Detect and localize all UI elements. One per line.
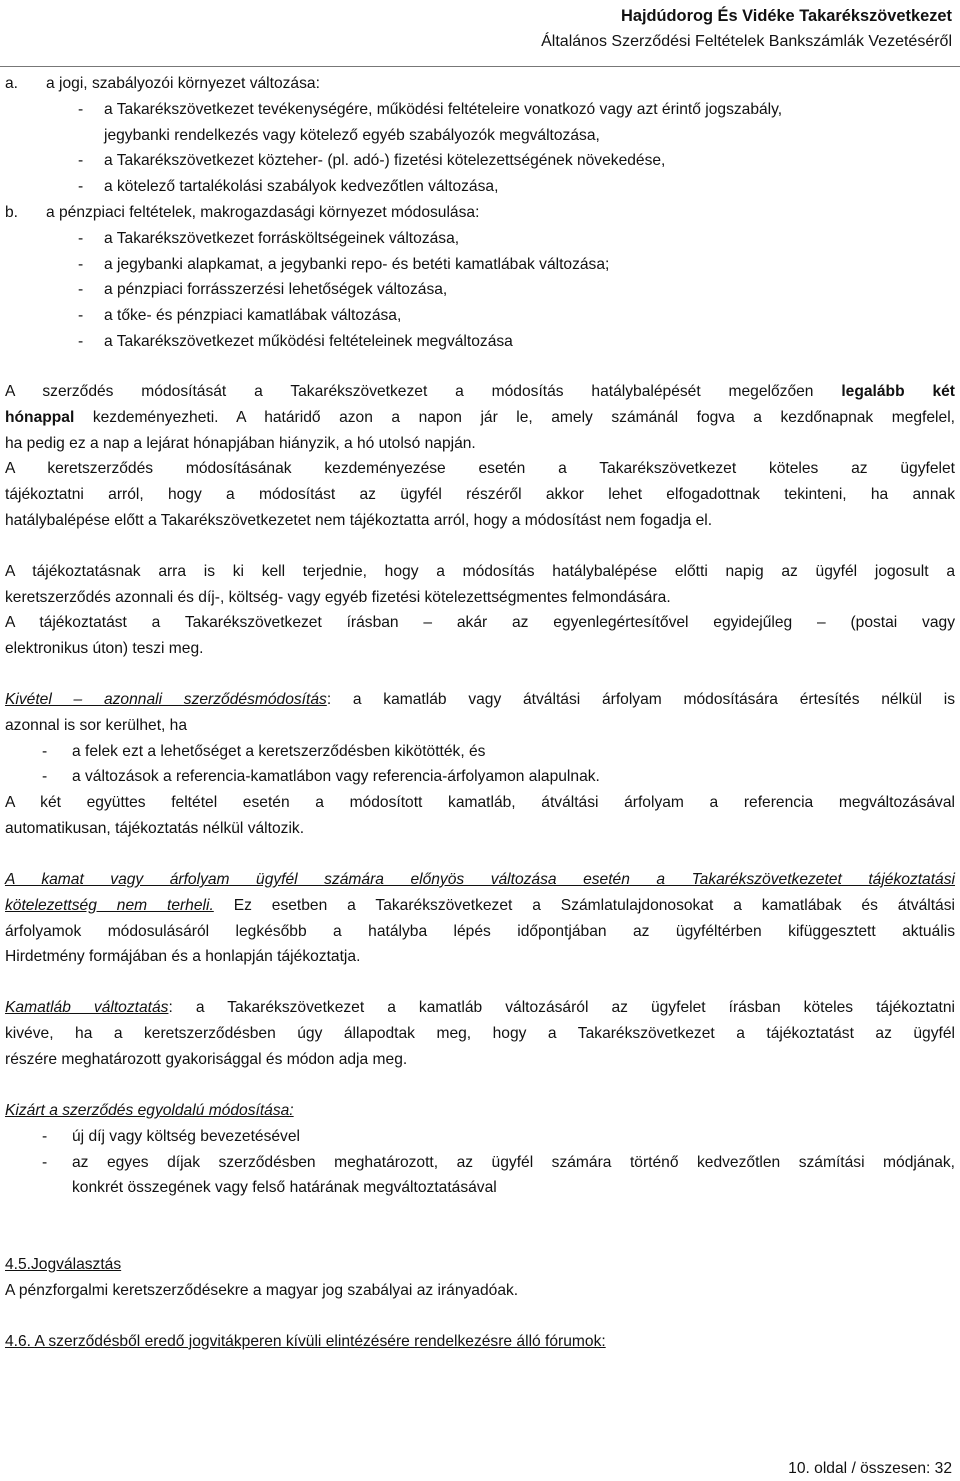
bold-text: legalább két (841, 383, 955, 400)
paragraph-line (5, 409, 955, 427)
paragraph-line: elektronikus úton) teszi meg. (5, 640, 204, 657)
interest-change-heading: Kamatláb változtatás (5, 999, 169, 1016)
paragraph-line: tájékoztatni arról, hogy a módosítást az ügyfél részéről akkor lehet elfogadottnak tekinteni, ha annak (5, 486, 955, 503)
bold-text: hónappal (5, 409, 75, 426)
dash: - (42, 1128, 48, 1145)
paragraph-line: A két együttes feltétel esetén a módosított kamatláb, átváltási árfolyam a referencia megváltozásával (5, 794, 955, 811)
dash: - (78, 178, 84, 195)
dash: - (78, 256, 84, 273)
dash: - (42, 1154, 48, 1171)
section-b-label: b. (5, 204, 19, 221)
header-title: Hajdúdorog És Vidéke Takarékszövetkezet (621, 7, 952, 25)
paragraph-line: árfolyamok módosulásáról legkésőbb a hatályba lépés időpontjában az ügyféltérben kifüggesztett aktuális (5, 923, 955, 940)
text: A szerződés módosítását a Takarékszövetkezet a módosítás hatálybalépését megelőzően (5, 383, 814, 400)
excluded-item: az egyes díjak szerződésben meghatározott, az ügyfél számára történő kedvezőtlen számítási módjának, (72, 1154, 955, 1171)
section-a-item: a Takarékszövetkezet közteher- (pl. adó-) fizetési kötelezettségének növekedése, (104, 152, 666, 169)
exception-heading: Kivétel – azonnali szerződésmódosítás (5, 691, 327, 708)
section-a-item: a kötelező tartalékolási szabályok kedvezőtlen változása, (104, 178, 499, 195)
section-a-title: a jogi, szabályozói környezet változása: (46, 75, 320, 92)
paragraph-line (5, 897, 955, 915)
text: : a Takarékszövetkezet a kamatláb változásáról az ügyfelet írásban köteles tájékoztatni (168, 999, 955, 1016)
paragraph-line: Hirdetmény formájában és a honlapján tájékoztatja. (5, 948, 361, 965)
text: kezdeményezheti. A határidő azon a napon jár le, amely számánál fogva a kezdőnapnak megfelel, (92, 409, 955, 426)
paragraph-line: részére meghatározott gyakorisággal és módon adja meg. (5, 1051, 408, 1068)
section-a-item: a Takarékszövetkezet tevékenységére, működési feltételeire vonatkozó vagy azt érintő jogszabály, (104, 101, 783, 118)
dash: - (78, 101, 84, 118)
paragraph-line: automatikusan, tájékoztatás nélkül változik. (5, 820, 305, 837)
dash: - (78, 230, 84, 247)
section-b-item: a Takarékszövetkezet működési feltételeinek megváltozása (104, 333, 513, 350)
section-b-item: a Takarékszövetkezet forrásköltségeinek változása, (104, 230, 460, 247)
section-heading-4-6: 4.6. A szerződésből eredő jogvitákperen kívüli elintézésére rendelkezésre álló fórumok: (5, 1333, 606, 1350)
paragraph-line: ha pedig ez a nap a lejárat hónapjában hiányzik, a hó utolsó napján. (5, 435, 476, 452)
paragraph-line (5, 691, 955, 709)
dash: - (78, 281, 84, 298)
paragraph-line: A tájékoztatásnak arra is ki kell terjednie, hogy a módosítás hatálybalépése előtti napig az ügyfél jogosult a (5, 563, 955, 580)
section-b-item: a tőke- és pénzpiaci kamatlábak változása, (104, 307, 402, 324)
section-a-label: a. (5, 75, 19, 92)
section-heading-4-5: 4.5.Jogválasztás (5, 1256, 122, 1273)
dash: - (42, 743, 48, 760)
paragraph-line: kivéve, ha a keretszerződésben úgy állapodtak meg, hogy a Takarékszövetkezet a tájékoztatást az ügyfél (5, 1025, 955, 1042)
paragraph-line: A keretszerződés módosításának kezdeményezése esetén a Takarékszövetkezet köteles az ügyfelet (5, 460, 955, 477)
excluded-modification-heading: Kizárt a szerződés egyoldalú módosítása: (5, 1102, 294, 1119)
header-subtitle: Általános Szerződési Feltételek Bankszámlák Vezetéséről (541, 33, 952, 50)
paragraph-line: hatálybalépése előtt a Takarékszövetkezetet nem tájékoztatta arról, hogy a módosítást nem fogadja el. (5, 512, 713, 529)
paragraph-line: keretszerződés azonnali és díj-, költség- vagy egyéb fizetési kötelezettségmentes felmondására. (5, 589, 671, 606)
section-b-item: a jegybanki alapkamat, a jegybanki repo- és betéti kamatlábak változása; (104, 256, 610, 273)
excluded-item: új díj vagy költség bevezetésével (72, 1128, 300, 1145)
section-b-title: a pénzpiaci feltételek, makrogazdasági környezet módosulása: (46, 204, 480, 221)
page-number: 10. oldal / összesen: 32 (788, 1460, 952, 1477)
paragraph-line (5, 383, 955, 401)
document-header (541, 4, 952, 54)
favourable-change-heading: kötelezettség nem terheli. (5, 897, 214, 914)
dash: - (78, 333, 84, 350)
dash: - (78, 152, 84, 169)
paragraph-line (5, 999, 955, 1017)
excluded-item: konkrét összegének vagy felső határának megváltoztatásával (72, 1179, 497, 1196)
text: Ez esetben a Takarékszövetkezet a Számlatulajdonosokat a kamatlábak és átváltási (233, 897, 955, 914)
dash: - (78, 307, 84, 324)
text: : a kamatláb vagy átváltási árfolyam módosítására értesítés nélkül is (326, 691, 955, 708)
section-b-item: a pénzpiaci forrásszerzési lehetőségek változása, (104, 281, 448, 298)
section-a-item: jegybanki rendelkezés vagy kötelező egyéb szabályozók megváltozása, (104, 127, 600, 144)
paragraph-line: azonnal is sor kerülhet, ha (5, 717, 188, 734)
dash: - (42, 768, 48, 785)
favourable-change-heading: A kamat vagy árfolyam ügyfél számára előnyös változása esetén a Takarékszövetkezetet tájékoztatási (5, 871, 955, 888)
exception-condition: a felek ezt a lehetőséget a keretszerződésben kikötötték, és (72, 743, 486, 760)
paragraph-line: A pénzforgalmi keretszerződésekre a magyar jog szabályai az irányadóak. (5, 1282, 519, 1299)
header-divider (0, 66, 960, 67)
paragraph-line: A tájékoztatást a Takarékszövetkezet írásban – akár az egyenlegértesítővel egyidejűleg – (postai vagy (5, 614, 955, 631)
exception-condition: a változások a referencia-kamatlábon vagy referencia-árfolyamon alapulnak. (72, 768, 600, 785)
